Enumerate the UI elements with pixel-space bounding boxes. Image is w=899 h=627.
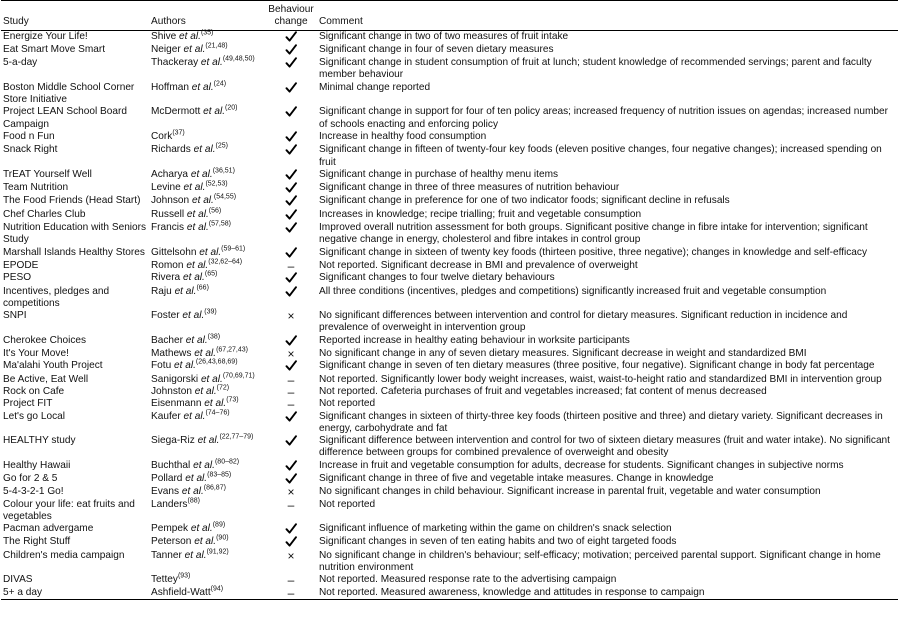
reference-superscript: (54,55) — [213, 194, 237, 202]
study-cell: Children's media campaign — [3, 549, 125, 561]
study-cell: Energize Your Life! — [3, 30, 88, 42]
study-cell: Cherokee Choices — [3, 334, 87, 346]
check-icon — [285, 411, 297, 422]
behaviour-change-cell — [265, 398, 317, 410]
cross-icon: × — [287, 548, 295, 563]
behaviour-change-cell — [265, 182, 317, 195]
behaviour-change-cell — [265, 523, 317, 536]
reference-superscript: (80–82) — [214, 458, 240, 466]
comment-cell: Significant change in purchase of healthy menu items — [319, 168, 559, 180]
table-row — [1, 222, 898, 247]
author-etal: et al. — [184, 222, 209, 234]
authors-cell — [149, 57, 265, 82]
author-name: Francis — [151, 222, 185, 234]
check-icon — [285, 169, 297, 180]
comment-cell: Increase in fruit and vegetable consumption for adults, decrease for students. Significant changes in subjective norms — [319, 459, 844, 471]
author-name: Pollard — [151, 472, 183, 484]
author-etal: et al. — [198, 373, 223, 385]
study-cell: PESO — [3, 272, 32, 284]
study-cell: Snack Right — [3, 144, 58, 156]
author-name: Richards — [151, 144, 191, 156]
author-name: Peterson — [151, 536, 192, 548]
dash-icon: – — [287, 384, 295, 399]
author-etal: et al. — [180, 182, 206, 194]
author-name: Shive — [151, 30, 177, 42]
authors-cell — [149, 486, 265, 498]
author-name: Bacher — [151, 334, 183, 346]
author-name: Johnson — [151, 195, 190, 207]
study-cell: 5-4-3-2-1 Go! — [3, 486, 64, 498]
header-row — [1, 1, 898, 31]
study-cell: Food n Fun — [3, 130, 55, 142]
reference-superscript: (32,62–64) — [208, 258, 243, 266]
behaviour-change-cell — [265, 286, 317, 311]
table-row — [1, 486, 898, 498]
study-cell: The Right Stuff — [3, 536, 71, 548]
author-etal: et al. — [180, 272, 205, 284]
reference-superscript: (21,48) — [205, 42, 228, 50]
authors-cell — [149, 386, 265, 398]
reference-superscript: (49,48,50) — [222, 55, 255, 63]
authors-cell — [149, 182, 265, 195]
reference-superscript: (35) — [200, 29, 214, 37]
author-name: Gittelsohn — [151, 246, 197, 258]
behaviour-change-cell — [265, 57, 317, 82]
behaviour-change-cell — [265, 435, 317, 460]
author-etal: et al. — [198, 57, 223, 69]
reference-superscript: (38) — [207, 333, 221, 341]
reference-superscript: (36,51) — [212, 167, 235, 175]
dash-icon: – — [287, 258, 295, 273]
dash-icon: – — [287, 397, 295, 412]
author-etal: et al. — [183, 259, 209, 271]
author-etal: et al. — [189, 195, 214, 207]
comment-cell: Significant changes in sixteen of thirty-three key foods (thirteen positive and three) and dietary variety. Significant decreases in energy, carbohydrate and fat — [319, 410, 883, 434]
study-cell: Eat Smart Move Smart — [3, 43, 106, 55]
author-name: Sanigorski — [151, 373, 199, 385]
author-name: Eisenmann — [151, 398, 202, 410]
author-name: Evans — [151, 486, 180, 498]
study-cell: HEALTHY study — [3, 435, 76, 447]
behaviour-change-cell — [265, 348, 317, 360]
reference-superscript: (52,53) — [205, 180, 228, 188]
table-row — [1, 169, 898, 182]
behaviour-change-cell — [265, 209, 317, 222]
reference-superscript: (26,43,68,69) — [195, 358, 238, 366]
table-row — [1, 499, 898, 524]
reference-superscript: (70,69,71) — [222, 372, 255, 380]
author-name: Rivera — [151, 272, 181, 284]
behaviour-change-cell — [265, 30, 317, 44]
table-row — [1, 473, 898, 486]
author-name: Romon — [151, 259, 184, 271]
reference-superscript: (66) — [196, 284, 209, 292]
author-etal: et al. — [179, 310, 205, 322]
behaviour-change-cell — [265, 222, 317, 247]
check-icon — [285, 209, 297, 220]
comment-cell: Significant change in student consumption of fruit at lunch; student knowledge of recommended servings; parent and faculty member behaviour — [319, 57, 872, 81]
table-row — [1, 335, 898, 348]
reference-superscript: (57,58) — [208, 220, 231, 228]
comment-cell: No significant change in any of seven dietary measures. Significant decrease in weight and standardized BMI — [319, 348, 807, 360]
authors-cell — [149, 310, 265, 335]
author-name: Russell — [151, 208, 185, 220]
comment-cell: Not reported. Significantly lower body weight increases, waist, waist-to-height ratio and standardized BMI in intervention group — [319, 373, 882, 385]
authors-cell — [149, 435, 265, 460]
behaviour-change-cell — [265, 587, 317, 600]
comment-cell: Not reported. Measured awareness, knowledge and attitudes in response to campaign — [319, 586, 705, 598]
comment-cell: Significant change in three of five and vegetable intake measures. Change in knowledge — [319, 472, 714, 484]
comment-cell: Significant change in two of two measures of fruit intake — [319, 30, 569, 42]
check-icon — [285, 247, 297, 258]
author-name: Levine — [151, 182, 181, 194]
table-row — [1, 360, 898, 373]
behaviour-change-cell — [265, 195, 317, 208]
study-cell: Marshall Islands Healthy Stores — [3, 246, 145, 258]
check-icon — [285, 272, 297, 283]
authors-cell — [149, 144, 265, 169]
study-cell: EPODE — [3, 259, 39, 271]
behaviour-change-cell — [265, 260, 317, 272]
table-row — [1, 30, 898, 44]
author-etal: et al. — [180, 410, 206, 422]
authors-cell — [149, 247, 265, 260]
authors-cell — [149, 82, 265, 107]
author-name: Fotu — [151, 360, 172, 372]
author-etal: et al. — [188, 523, 213, 535]
author-name: Mathews — [151, 348, 192, 360]
author-etal: et al. — [191, 536, 217, 548]
comment-cell: Not reported — [319, 398, 376, 410]
table-row — [1, 310, 898, 335]
table-row — [1, 411, 898, 436]
comment-cell: Increase in healthy food consumption — [319, 130, 487, 142]
table-row — [1, 82, 898, 107]
study-cell: 5-a-day — [3, 57, 38, 69]
check-icon — [285, 536, 297, 547]
comment-cell: Increases in knowledge; recipe trialling; fruit and vegetable consumption — [319, 208, 642, 220]
reference-superscript: (67,27,43) — [216, 346, 248, 354]
dash-icon: – — [287, 573, 295, 588]
author-name: Johnston — [151, 385, 192, 397]
reference-superscript: (89) — [212, 521, 226, 529]
authors-cell — [149, 411, 265, 436]
table-row — [1, 536, 898, 549]
table-row — [1, 260, 898, 272]
comment-cell: Significant change in three of three measures of nutrition behaviour — [319, 182, 620, 194]
study-cell: Chef Charles Club — [3, 208, 86, 220]
author-name: Ashfield-Watt — [151, 586, 211, 598]
table-row — [1, 550, 898, 575]
comment-cell: Improved overall nutrition assessment for both groups. Significant positive change in fibre intake for intervention; significant negative change in energy, cholesterol and fibre intakes in control group — [319, 222, 868, 246]
check-icon — [285, 195, 297, 206]
behaviour-change-cell — [265, 536, 317, 549]
author-etal: et al. — [200, 106, 226, 118]
check-icon — [285, 144, 297, 155]
study-cell: Project FIT — [3, 398, 53, 410]
table-row — [1, 286, 898, 311]
behaviour-change-cell — [265, 499, 317, 524]
header-behaviour-change: Behaviour change — [268, 4, 314, 28]
table-row — [1, 209, 898, 222]
comment-cell: Not reported — [319, 498, 376, 510]
author-etal: et al. — [171, 360, 196, 372]
study-cell: SNPI — [3, 310, 27, 322]
study-cell: Rock on Cafe — [3, 385, 65, 397]
author-etal: et al. — [181, 549, 207, 561]
check-icon — [285, 106, 297, 117]
check-icon — [285, 435, 297, 446]
table-row — [1, 106, 898, 131]
comment-cell: Significant change in sixteen of twenty key foods (thirteen positive, three negative); changes in knowledge and self-efficacy — [319, 246, 867, 258]
dash-icon: – — [287, 497, 295, 512]
behaviour-change-cell — [265, 106, 317, 131]
study-cell: Boston Middle School Corner Store Initiative — [3, 81, 135, 106]
table-row — [1, 587, 898, 600]
table-row — [1, 272, 898, 285]
study-cell: The Food Friends (Head Start) — [3, 195, 141, 207]
author-etal: et al. — [184, 208, 209, 220]
dash-icon: – — [287, 372, 295, 387]
comment-cell: Minimal change reported — [319, 81, 431, 93]
table-row — [1, 44, 898, 57]
reference-superscript: (74–76) — [205, 409, 230, 417]
check-icon — [285, 460, 297, 471]
behaviour-change-cell — [265, 144, 317, 169]
behaviour-change-cell — [265, 550, 317, 575]
table-body — [1, 30, 898, 599]
reference-superscript: (90) — [216, 535, 229, 543]
reference-superscript: (93) — [177, 573, 191, 580]
author-name: Landers — [151, 498, 188, 510]
reference-superscript: (25) — [215, 142, 228, 150]
authors-cell — [149, 523, 265, 536]
header-authors: Authors — [151, 16, 186, 28]
author-name: McDermott — [151, 106, 201, 118]
behaviour-change-cell — [265, 44, 317, 57]
comment-cell: All three conditions (incentives, pledges and competitions) significantly increased fruit and vegetable consumption — [319, 285, 827, 297]
reference-superscript: (72) — [216, 384, 230, 392]
table-row — [1, 523, 898, 536]
behaviour-change-cell — [265, 335, 317, 348]
study-cell: Project LEAN School Board Campaign — [3, 106, 127, 130]
behaviour-change-cell — [265, 169, 317, 182]
reference-superscript: (59–61) — [221, 245, 246, 253]
study-cell: Incentives, pledges and competitions — [3, 285, 110, 309]
table-row — [1, 348, 898, 360]
comment-cell: No significant differences between intervention and control for dietary measures. Significant reduction in incidence and prevalence of overweight in intervention group — [319, 310, 848, 334]
table-row — [1, 574, 898, 586]
table-row — [1, 182, 898, 195]
author-name: Cork — [151, 130, 173, 142]
study-cell: Be Active, Eat Well — [3, 373, 89, 385]
comment-cell: Significant influence of marketing within the game on children's snack selection — [319, 523, 672, 535]
author-name: Kaufer — [151, 410, 181, 422]
behaviour-change-cell — [265, 460, 317, 473]
table-row — [1, 398, 898, 410]
reference-superscript: (37) — [172, 129, 185, 137]
check-icon — [285, 44, 297, 55]
comment-cell: Not reported. Significant decrease in BMI and prevalence of overweight — [319, 259, 638, 271]
check-icon — [285, 57, 297, 68]
reference-superscript: (20) — [225, 105, 238, 113]
author-etal: et al. — [191, 385, 217, 397]
author-name: Acharya — [151, 168, 189, 180]
author-name: Neiger — [151, 43, 181, 55]
author-name: Siega-Riz — [151, 435, 195, 447]
dash-icon: – — [287, 585, 295, 600]
comment-cell: Significant change in four of seven dietary measures — [319, 43, 554, 55]
table-row — [1, 247, 898, 260]
author-etal: et al. — [194, 435, 220, 447]
study-cell: Nutrition Education with Seniors Study — [3, 222, 147, 246]
author-etal: et al. — [190, 144, 216, 156]
author-etal: et al. — [188, 81, 214, 93]
header-study: Study — [3, 16, 29, 28]
table-row — [1, 144, 898, 169]
study-cell: It's Your Move! — [3, 348, 69, 360]
reference-superscript: (73) — [226, 396, 239, 404]
author-etal: et al. — [182, 334, 208, 346]
reference-superscript: (94) — [210, 585, 224, 593]
behaviour-change-cell — [265, 411, 317, 436]
behaviour-change-cell — [265, 272, 317, 285]
author-etal: et al. — [176, 30, 201, 42]
reference-superscript: (24) — [213, 80, 227, 88]
author-etal: et al. — [196, 246, 222, 258]
author-name: Buchthal — [151, 459, 191, 471]
author-etal: et al. — [190, 459, 215, 471]
reference-superscript: (83–85) — [207, 471, 232, 479]
behaviour-change-cell — [265, 473, 317, 486]
author-name: Foster — [151, 310, 180, 322]
reference-superscript: (56) — [208, 207, 222, 215]
study-cell: Go for 2 & 5 — [3, 472, 58, 484]
study-cell: Healthy Hawaii — [3, 459, 71, 471]
header-comment: Comment — [319, 16, 363, 28]
comment-cell: Significant change in fifteen of twenty-four key foods (eleven positive changes, four negative changes); increased spending on fruit — [319, 144, 882, 168]
comment-cell: Significant change in support for four of ten policy areas; increased frequency of nutrition issues on agendas; increased number of schools enacting and enforcing policy — [319, 106, 888, 130]
reference-superscript: (39) — [204, 308, 217, 316]
behaviour-change-cell — [265, 310, 317, 335]
behaviour-change-cell — [265, 360, 317, 373]
check-icon — [285, 360, 297, 371]
table-row — [1, 57, 898, 82]
study-cell: Let's go Local — [3, 410, 65, 422]
author-name: Tanner — [151, 549, 182, 561]
comment-cell: Not reported. Measured response rate to the advertising campaign — [319, 574, 617, 586]
check-icon — [285, 335, 297, 346]
check-icon — [285, 286, 297, 297]
comment-cell: No significant change in children's behaviour; self-efficacy; motivation; perceived parental support. Significant change in home nutrition environment — [319, 549, 881, 574]
author-name: Raju — [151, 285, 172, 297]
comment-cell: Significant change in seven of ten dietary measures (three positive, four negative). Significant change in body fat percentage — [319, 360, 875, 372]
author-etal: et al. — [191, 348, 217, 360]
study-cell: Pacman advergame — [3, 523, 94, 535]
cross-icon: × — [287, 485, 295, 500]
author-etal: et al. — [182, 472, 208, 484]
results-table — [1, 0, 898, 600]
check-icon — [285, 31, 297, 42]
behaviour-change-cell — [265, 131, 317, 144]
author-name: Pempek — [151, 523, 189, 535]
comment-cell: Reported increase in healthy eating behaviour in worksite participants — [319, 334, 630, 346]
study-cell: Ma'alahi Youth Project — [3, 360, 103, 372]
reference-superscript: (22,77–79) — [219, 433, 254, 441]
study-cell: DIVAS — [3, 574, 33, 586]
comment-cell: Significant changes in seven of ten eating habits and two of eight targeted foods — [319, 536, 677, 548]
comment-cell: Not reported. Cafeteria purchases of fruit and vegetables increased; fat content of menus decreased — [319, 385, 767, 397]
comment-cell: Significant changes to four twelve dietary behaviours — [319, 272, 555, 284]
authors-cell — [149, 574, 265, 586]
check-icon — [285, 131, 297, 142]
study-cell: 5+ a day — [3, 586, 43, 598]
comment-cell: No significant changes in child behaviour. Significant increase in parental fruit, vegetable and water consumption — [319, 486, 821, 498]
author-name: Thackeray — [151, 57, 199, 69]
authors-cell — [149, 106, 265, 131]
authors-cell — [149, 131, 265, 144]
comment-cell: Significant difference between intervention and control for two of sixteen dietary measures (fruit and water intake). No significant difference between groups for combined prevalence of overweight and obesity — [319, 435, 890, 459]
table-row — [1, 435, 898, 460]
table-row — [1, 374, 898, 386]
check-icon — [285, 82, 297, 93]
behaviour-change-cell — [265, 82, 317, 107]
study-cell: Team Nutrition — [3, 182, 69, 194]
authors-cell — [149, 587, 265, 600]
check-icon — [285, 182, 297, 193]
check-icon — [285, 222, 297, 233]
author-etal: et al. — [180, 43, 206, 55]
reference-superscript: (91,92) — [206, 548, 229, 556]
comment-cell: Significant change in preference for one of two indicator foods; significant decline in refusals — [319, 195, 730, 207]
authors-cell — [149, 374, 265, 386]
table-row — [1, 460, 898, 473]
behaviour-change-cell — [265, 247, 317, 260]
cross-icon: × — [287, 309, 295, 324]
authors-cell — [149, 195, 265, 208]
author-name: Tettey — [151, 574, 178, 586]
author-name: Hoffman — [151, 81, 189, 93]
authors-cell — [149, 222, 265, 247]
author-etal: et al. — [171, 285, 197, 297]
reference-superscript: (88) — [187, 497, 200, 505]
table-row — [1, 131, 898, 144]
table-row — [1, 386, 898, 398]
authors-cell — [149, 499, 265, 524]
authors-cell — [149, 209, 265, 222]
authors-cell — [149, 550, 265, 575]
cross-icon: × — [287, 347, 295, 362]
author-etal: et al. — [201, 398, 227, 410]
authors-cell — [149, 286, 265, 311]
study-cell: TrEAT Yourself Well — [3, 168, 92, 180]
author-etal: et al. — [179, 486, 204, 498]
reference-superscript: (65) — [204, 270, 218, 278]
study-cell: Colour your life: eat fruits and vegetables — [3, 498, 135, 522]
reference-superscript: (86,87) — [203, 484, 226, 492]
table-row — [1, 195, 898, 208]
check-icon — [285, 473, 297, 484]
author-etal: et al. — [188, 168, 213, 180]
check-icon — [285, 523, 297, 534]
